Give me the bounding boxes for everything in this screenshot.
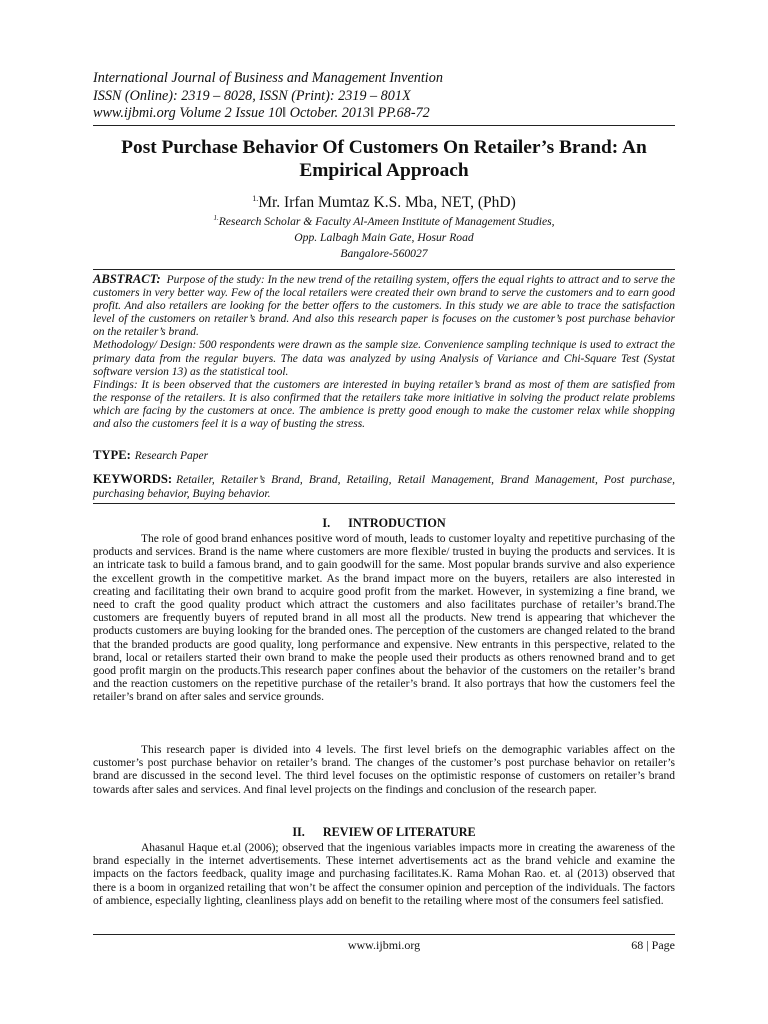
header-rule [93,125,675,126]
type-label: TYPE: [93,448,131,462]
abstract-methodology: Methodology/ Design: 500 respondents were drawn as the sample size. Convenience sampling technique is used to extract the primary data from the regular buyers. The data was analyzed by using Analysis of Variance and Chi-Square Test (Systat software version 13) as the statistical tool. [93,339,675,378]
author-line [93,190,675,212]
paper-type [93,448,675,463]
keywords-label: KEYWORDS: [93,472,173,486]
abstract-label: ABSTRACT: [93,272,161,286]
author-name: Mr. Irfan Mumtaz K.S. Mba, NET, (PhD) [258,194,516,212]
footer-rule [93,934,675,935]
abstract-purpose: Purpose of the study: In the new trend of the retailing system, offers the equal rights to attract and to serve the customers in very better way. Few of the local retailers were created their own brand to serve the customers and to earn good profit. And also retailers are looking for the better offers to the customers. In this study we are able to trace the satisfaction level of the customers on retailer’s brand. And also this research paper is focuses on the customer’s post purchase behavior on the retailer’s brand. [93,274,675,339]
type-value: Research Paper [134,450,209,462]
keywords [93,472,675,501]
keywords-value: Retailer, Retailer’s Brand, Brand, Retailing, Retail Management, Brand Management, Post purchase, purchasing behavior, Buying behavior. [93,474,675,500]
abstract-top-rule [93,269,675,270]
page-footer [93,938,675,954]
section-heading-literature: II. REVIEW OF LITERATURE [292,825,476,839]
journal-name: International Journal of Business and Management Invention [93,70,443,86]
intro-paragraph-2: This research paper is divided into 4 levels. The first level briefs on the demographic variables affect on the customer’s post purchase behavior on retailer’s brand. The changes of the customer’s post purchase behavior on retailer’s brand are discussed in the second level. The third level focuses on the optimistic response of customers on retailer’s brand towards after sales and services. And final level projects on the findings and conclusion of the research paper. [93,744,675,796]
intro-paragraph-1: The role of good brand enhances positive word of mouth, leads to customer loyalty and repetitive purchasing of the products and services. Brand is the name where customers are more flexible/ trusted in buying the products and services. It is an intricate task to build a famous brand, and to gain goodwill for the same. Most popular brands survive and also experience the excellent growth in the competitive market. As the brand impact more on the buyers, retailers are also interested in creating and facilitating their own brand to acquire good profit from the market. However, in systemizing a fine brand, we need to craft the good quality product which attract the customers and also facilitates purchase of retailer’s brand.The customers are frequently buyers of reputed brand in all most all the products. New trend is appearing that whichever the products customers are buying looking for the branded ones. The perception of the customers are changed related to the brand that the branded products are good quality, long performance and expensive. New entrants in this perspective, related to the brand, local or retailers started their own brand to make the people used their products as others renowned brand and to get good profit margin on the products.This research paper confines about the behavior of the customers on the retailer’s brand and the reaction customers on the repetitive purchase of the retailer’s brand. It also portrays that how the customers feel the retailer’s brand on after sales and service grounds. [93,533,675,704]
footer-page-number: 68 | Page [631,938,675,952]
keywords-bottom-rule [93,503,675,504]
literature-paragraph-1: Ahasanul Haque et.al (2006); observed that the ingenious variables impacts more in creating the awareness of the brand especially in the internet advertisements. These internet advertisements act as the brand vehicle and examine the impacts on the factors feedback, quality image and purchasing facilitates.K. Rama Mohan Rao. et. al (2013) observed that there is a boom in organized retailing that won’t be affect the consumer opinion and perception of the individuals. The factors of ambience, especially lighting, cleanliness plays add on benefit to the retailing where most of the consumers feel satisfied. [93,842,675,907]
journal-header [93,70,675,123]
abstract-findings: Findings: It is been observed that the customers are interested in buying retailer’s brand as most of them are satisfied from the response of the retailers. It is also confirmed that the retailers take more initiative in solving the product relate problems which are facing by the customers at once. The ambience is pretty good enough to make the customer relax while shopping and also the customers feel it is a way of busting the stress. [93,378,675,431]
affil-marker: 1. [213,214,219,222]
journal-issn: ISSN (Online): 2319 – 8028, ISSN (Print): 2319 – 801X [93,87,411,104]
abstract [93,273,675,431]
section-heading-introduction: I. INTRODUCTION [322,516,446,530]
paper-title: Post Purchase Behavior Of Customers On Retailer’s Brand: An Empirical Approach [121,137,647,181]
affiliation: $^{1.}$Research Scholar & Faculty Al-Ameen Institute of Management Studies, Opp. Lalbagh Main Gate, Hosur Road Bangalore-560027 [213,214,555,260]
footer-site: www.ijbmi.org [347,938,421,952]
journal-volume: www.ijbmi.org Volume 2 Issue 10‖ October. 2013‖ PP.68-72 [93,105,430,121]
author-marker: 1. [252,194,259,203]
